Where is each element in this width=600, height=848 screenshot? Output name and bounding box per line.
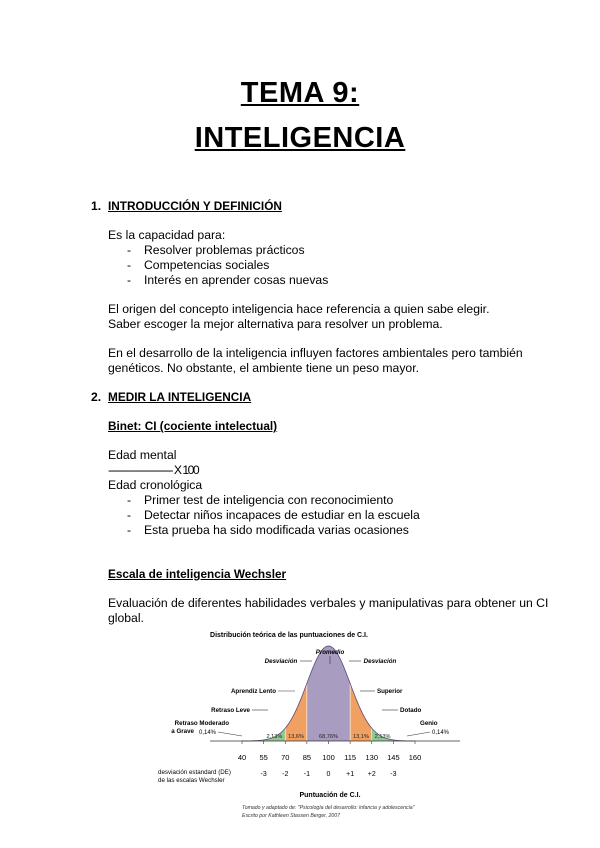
formula-numerator: Edad mental <box>108 448 177 462</box>
paragraph-line: Evaluación de diferentes habilidades verbales y manipulativas para obtener un CI <box>108 596 549 610</box>
label-genio: Genio <box>420 720 438 727</box>
x-tick-label: 100 <box>322 753 335 762</box>
label-retraso-moderado-1: Retraso Moderado <box>174 720 229 727</box>
region-3 <box>307 646 350 741</box>
region-percent-label: 13,1% <box>352 734 369 740</box>
label-retraso-moderado-2: a Grave <box>171 728 194 735</box>
section1-number: 1. <box>91 199 102 213</box>
label-aprendiz-lento: Aprendiz Lento <box>230 688 276 695</box>
page-title-line2: INTELIGENCIA <box>194 122 406 154</box>
paragraph-line: genéticos. No obstante, el ambiente tiene un peso mayor. <box>108 361 419 375</box>
paragraph-line: Saber escoger la mejor alternativa para resolver un problema. <box>108 317 443 331</box>
binet-heading: Binet: CI (cociente intelectual) <box>108 419 278 433</box>
region-percent-label: 13,6% <box>288 734 305 740</box>
page-title-line1: TEMA 9: <box>240 77 360 109</box>
label-pct-left-tail: 0,14% <box>198 730 216 736</box>
x-tick-label: 55 <box>259 753 268 762</box>
label-promedio: Promedio <box>315 649 345 656</box>
formula-fraction-line: ------------------------- X 100 <box>108 463 199 477</box>
x-tick-label: 115 <box>344 753 357 762</box>
label-dev-2: de las escalas Wechsler <box>158 777 225 784</box>
x-tick-label: 145 <box>387 753 400 762</box>
wechsler-heading: Escala de inteligencia Wechsler <box>108 567 287 581</box>
chart-title: Distribución teórica de las puntuaciones de C.I. <box>210 632 368 639</box>
section2-heading: MEDIR LA INTELIGENCIA <box>108 390 252 404</box>
formula-denominator: Edad cronológica <box>108 478 203 492</box>
region-percent-label: 2,13% <box>266 734 283 740</box>
x-tick-label: 85 <box>302 753 312 762</box>
section2-number: 2. <box>91 390 102 404</box>
x-tick-label: 70 <box>281 753 290 762</box>
sd-tick-label: -3 <box>390 771 397 778</box>
region-percent-label: 68,76% <box>319 734 338 740</box>
sd-tick-label: +1 <box>346 771 355 778</box>
sd-tick-label: 0 <box>326 771 331 778</box>
caption-line-2: Escrito por Kathleen Stassen Berger, 2007 <box>242 813 341 819</box>
sd-tick-label: -3 <box>260 771 267 778</box>
x-tick-label: 130 <box>365 753 379 762</box>
caption-line-1: Tomado y adaptado de: "Psicología del desarrollo: infancia y adolescencia" <box>242 805 415 811</box>
x-axis-title: Puntuación de C.I. <box>299 792 361 799</box>
label-dotado: Dotado <box>400 707 422 714</box>
label-superior: Superior <box>377 688 403 695</box>
section1-intro: Es la capacidad para: <box>108 228 226 242</box>
label-retraso-leve: Retraso Leve <box>211 707 250 714</box>
sd-tick-label: -1 <box>303 771 310 778</box>
section1-heading: INTRODUCCIÓN Y DEFINICIÓN <box>108 199 282 213</box>
sd-tick-label: -2 <box>282 771 289 778</box>
paragraph-line: En el desarrollo de la inteligencia influyen factores ambientales pero también <box>108 346 523 360</box>
label-pct-right-tail: 0,14% <box>432 730 450 736</box>
label-desviacion-right: Desviación <box>363 658 397 665</box>
label-dev-1: desviación estandard (DE) <box>158 769 231 776</box>
sd-tick-label: +2 <box>367 771 376 778</box>
paragraph-line: El origen del concepto inteligencia hace referencia a quien sabe elegir. <box>108 302 490 316</box>
label-desviacion-left: Desviación <box>264 658 298 665</box>
x-tick-label: 40 <box>237 753 247 762</box>
x-tick-label: 160 <box>408 753 422 762</box>
paragraph-line: global. <box>108 611 144 625</box>
region-percent-label: 2,13% <box>374 734 391 740</box>
